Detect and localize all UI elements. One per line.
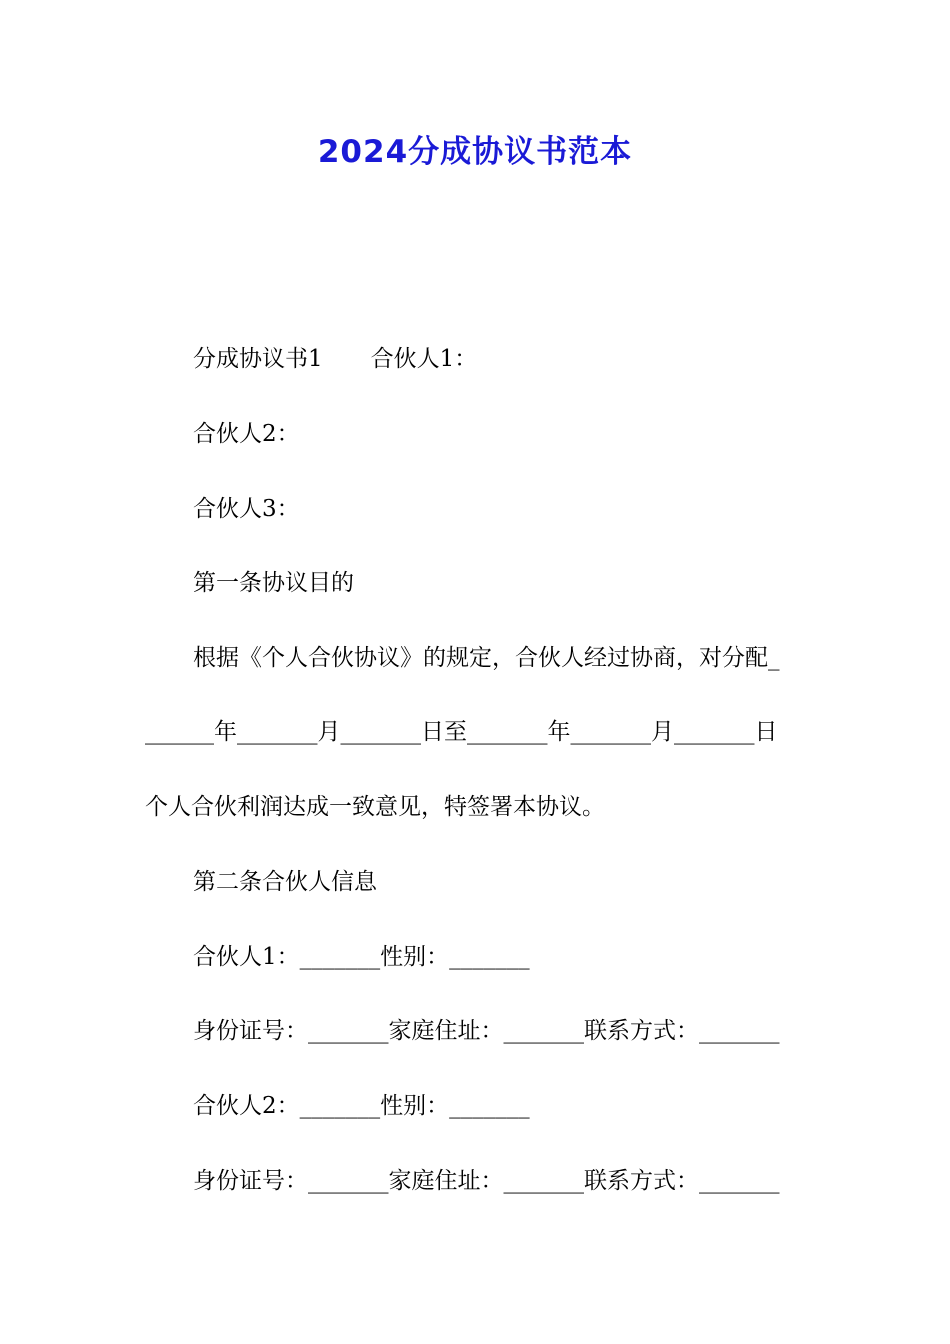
article1-paragraph-line2: ______年_______月_______日至_______年_______月_______日	[145, 719, 778, 745]
partner2-id-line: 身份证号：_______家庭住址：_______联系方式：_______	[193, 1168, 780, 1194]
partner1-info-line: 合伙人1：_______性别：_______	[193, 944, 530, 970]
partner2-info-line: 合伙人2：_______性别：_______	[193, 1093, 530, 1119]
agreement-number-label: 分成协议书1	[193, 346, 323, 372]
article1-heading: 第一条协议目的	[193, 570, 354, 596]
partner1-id-line: 身份证号：_______家庭住址：_______联系方式：_______	[193, 1018, 780, 1044]
partner1-label: 合伙人1：	[370, 346, 478, 372]
agreement-header-line	[145, 342, 873, 376]
article1-paragraph-line3: 个人合伙利润达成一致意见，特签署本协议。	[145, 794, 605, 820]
partner2-label: 合伙人2：	[193, 421, 300, 447]
article2-heading: 第二条合伙人信息	[193, 869, 377, 895]
document-title: 2024分成协议书范本	[317, 134, 633, 170]
partner3-label: 合伙人3：	[193, 496, 300, 522]
article1-paragraph-line1: 根据《个人合伙协议》的规定，合伙人经过协商，对分配_	[193, 645, 780, 671]
